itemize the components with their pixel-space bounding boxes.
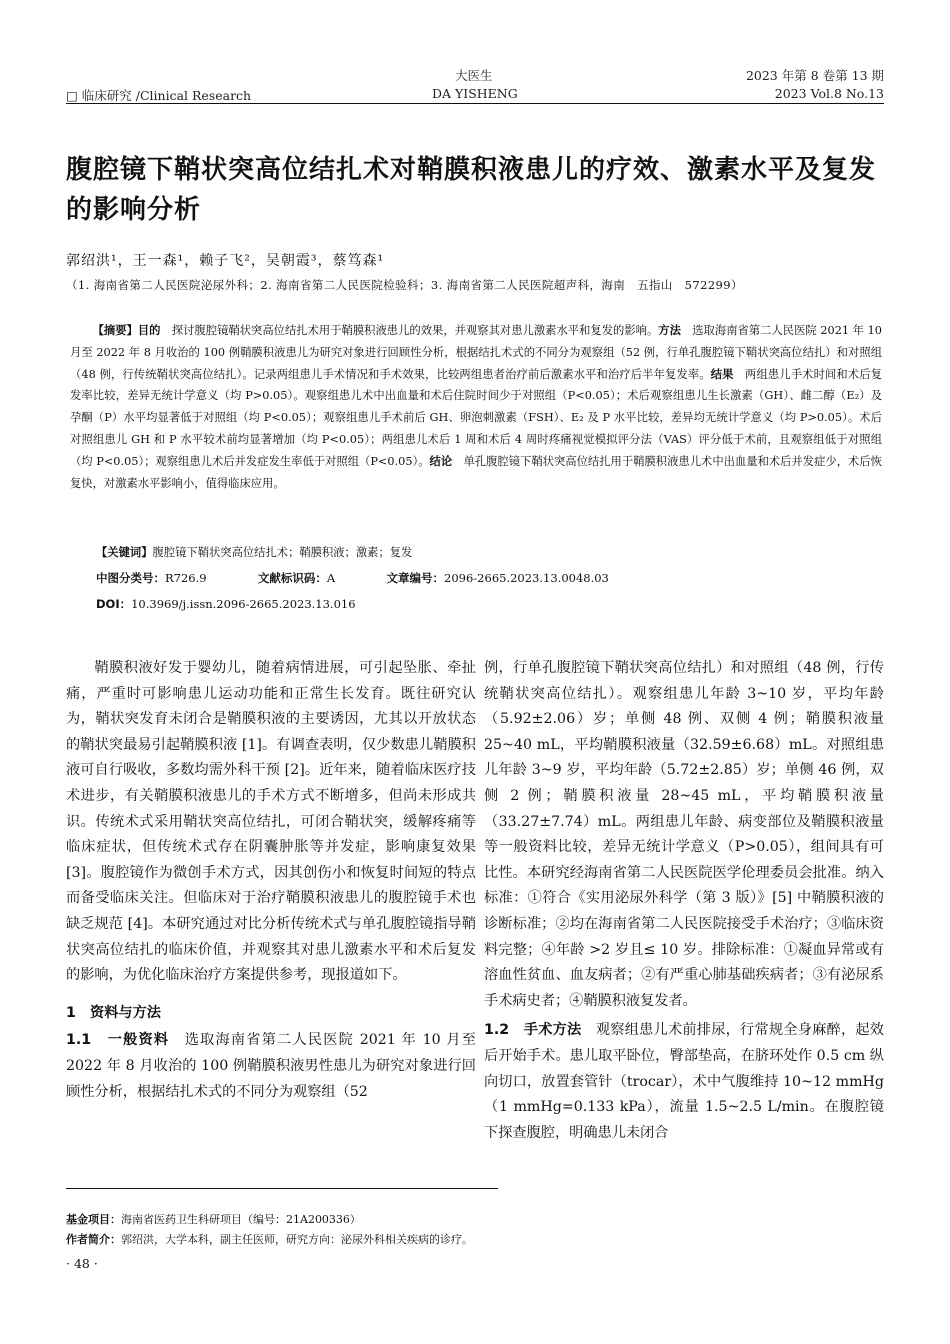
fund-text: 海南省医药卫生科研项目（编号：21A200336） [121,1213,361,1226]
clc-label: 中图分类号： [96,571,165,585]
abstract-label: 【摘要】目的 [92,324,161,337]
keywords-label: 【关键词】 [96,546,153,559]
article-title: 腹腔镜下鞘状突高位结扎术对鞘膜积液患儿的疗效、激素水平及复发的影响分析 [66,155,877,225]
abstract-results: 两组患儿手术时间和术后复发率比较，差异无统计学意义（均 P>0.05）。观察组患儿术中出血量和术后住院时间少于对照组（P<0.05）；术后观察组患儿生长激素（GH）、雌二醇（E₂）及孕酮（P）水平均显著低于对照组（均 P<0.05）；观察组患儿手术前后 GH、卵泡刺激素（FSH）、E₂ 及 P 水平比较，差异均无统计学意义（均 P>0.05）。术后对照组患儿 GH 和 P 水平较术前均显著增加（均 P<0.05）；两组患儿术后 1 周和术后 4 周时疼痛视觉模拟评分法（VAS）评分低于术前，且观察组低于对照组（均 P<0.05）；观察组患儿术后并发症发生率低于对照组（P<0.05）。 [70,367,882,468]
issue-en: 2023 Vol.8 No.13 [774,86,884,101]
header-rule [66,103,884,104]
keywords-text: 腹腔镜下鞘状突高位结扎术；鞘膜积液；激素；复发 [152,546,413,559]
footnote-rule [66,1188,498,1189]
doc-code-label: 文献标识码： [257,571,327,585]
abstract-conclusion: 单孔腹腔镜下鞘状突高位结扎用于鞘膜积液患儿术中出血量和术后并发症少，术后恢复快，对激素水平影响小，值得临床应用。 [70,454,882,490]
subsection-1-2-text: 观察组患儿术前排尿，行常规全身麻醉，起效后开始手术。患儿取平卧位，臀部垫高，在脐环处作 0.5 cm 纵向切口，放置套管针（trocar），术中气腹维持 10~12 mmHg（1 mmHg=0.133 kPa），流量 1.5~2.5 L/min。在腹腔镜下探查腹腔，明确患儿未闭合 [484,1022,884,1141]
doi-label: DOI： [96,597,132,611]
subsection-1-2 [484,1018,884,1146]
results-label: 结果 [710,367,734,381]
author-bio-label: 作者简介： [66,1233,121,1246]
classification-line [96,570,856,586]
author-bio [66,1231,473,1247]
methods-label: 方法 [658,324,681,337]
author-bio-text: 郭绍洪，大学本科，副主任医师，研究方向：泌尿外科相关疾病的诊疗。 [121,1233,473,1246]
intro-paragraph: 鞘膜积液好发于婴幼儿，随着病情进展，可引起坠胀、牵扯痛，严重时可影响患儿运动功能和正常生长发育。既往研究认为，鞘状突发育未闭合是鞘膜积液的主要诱因，尤其以开放状态的鞘状突最易引起鞘膜积液 [1]。有调查表明，仅少数患儿鞘膜积液可自行吸收，多数均需外科干预 [2]。近年来，随着临床医疗技术进步，有关鞘膜积液患儿的手术方式不断增多，但尚未形成共识。传统术式采用鞘状突高位结扎，可闭合鞘状突，缓解疼痛等临床症状，但传统术式存在阴囊肿胀等并发症，影响康复效果 [3]。腹腔镜作为微创手术方式，因其创伤小和恢复时间短的特点而备受临床关注。但临床对于治疗鞘膜积液患儿的腹腔镜手术也缺乏规范 [4]。本研究通过对比分析传统术式与单孔腹腔镜指导鞘状突高位结扎的临床价值，并观察其对患儿激素水平和术后复发的影响，为优化临床治疗方案提供参考，现报道如下。 [66,660,476,984]
subsection-1-1-text: 选取海南省第二人民医院 2021 年 10 月至 2022 年 8 月收治的 100 例鞘膜积液男性患儿为研究对象进行回顾性分析，根据结扎术式的不同分为观察组（52 [66,1032,476,1100]
abstract [70,320,882,494]
author-list: 郭绍洪¹，王一森¹，赖子飞²，吴朝霞³，蔡笃森¹ [66,253,385,269]
subsection-1-2-label: 1.2 手术方法 [484,1022,582,1039]
journal-name-en: DA YISHENG [432,86,518,101]
page-number: · 48 · [66,1256,98,1271]
keywords [96,544,412,560]
body-right-column [484,656,884,1146]
fund-label: 基金项目： [66,1213,121,1226]
abstract-methods: 选取海南省第二人民医院 2021 年 10 月至 2022 年 8 月收治的 100 例鞘膜积液患儿为研究对象进行回顾性分析，根据结扎术式的不同分为观察组（52 例，行单孔腹腔镜下鞘状突高位结扎）和对照组（48 例，行传统鞘状突高位结扎）。记录两组患儿手术情况和手术效果，比较两组患者治疗前后激素水平和治疗后半年复发率。 [70,324,882,381]
doi-line [96,596,356,612]
subsection-1-1 [66,1028,476,1105]
section-label: □ 临床研究 /Clinical Research [66,88,252,103]
conclusion-label: 结论 [429,454,453,468]
article-number-label: 文章编号： [386,571,445,585]
issue-cn: 2023 年第 8 卷第 13 期 [745,68,884,83]
article-number-value: 2096-2665.2023.13.0048.03 [444,571,609,585]
doc-code-value: A [326,571,336,585]
body-left-column [66,656,476,1105]
abstract-objective: 探讨腹腔镜鞘状突高位结扎术用于鞘膜积液患儿的效果，并观察其对患儿激素水平和复发的影响。 [171,324,659,337]
section-heading-1: 1 资料与方法 [66,1004,161,1021]
fund-note [66,1211,361,1227]
clc-value: R726.9 [165,571,207,585]
subsection-1-1-label: 1.1 一般资料 [66,1032,170,1049]
affiliations: （1. 海南省第二人民医院泌尿外科；2. 海南省第二人民医院检验科；3. 海南省第二人民医院超声科，海南 五指山 572299） [66,278,743,292]
subsection-1-1-continued: 例，行单孔腹腔镜下鞘状突高位结扎）和对照组（48 例，行传统鞘状突高位结扎）。观察组患儿年龄 3~10 岁，平均年龄（5.92±2.06）岁；单侧 48 例、双侧 4 例；鞘膜积液量 25~40 mL，平均鞘膜积液量（32.59±6.68）mL。对照组患儿年龄 3~9 岁，平均年龄（5.72±2.85）岁；单侧 46 例，双侧 2 例；鞘膜积液量 28~45 mL，平均鞘膜积液量（33.27±7.74）mL。两组患儿年龄、病变部位及鞘膜积液量等一般资料比较，差异无统计学意义（P>0.05），组间具有可比性。本研究经海南省第二人民医院医学伦理委员会批准。纳入标准：①符合《实用泌尿外科学（第 3 版）》[5] 中鞘膜积液的诊断标准；②均在海南省第二人民医院接受手术治疗；③临床资料完整；④年龄 >2 岁且≤ 10 岁。排除标准：①凝血异常或有溶血性贫血、血友病者；②有严重心肺基础疾病者；③有泌尿系手术病史者；④鞘膜积液复发者。 [484,660,884,1009]
journal-name-cn: 大医生 [455,68,493,83]
doi-value[interactable]: 10.3969/j.issn.2096-2665.2023.13.016 [131,597,356,611]
